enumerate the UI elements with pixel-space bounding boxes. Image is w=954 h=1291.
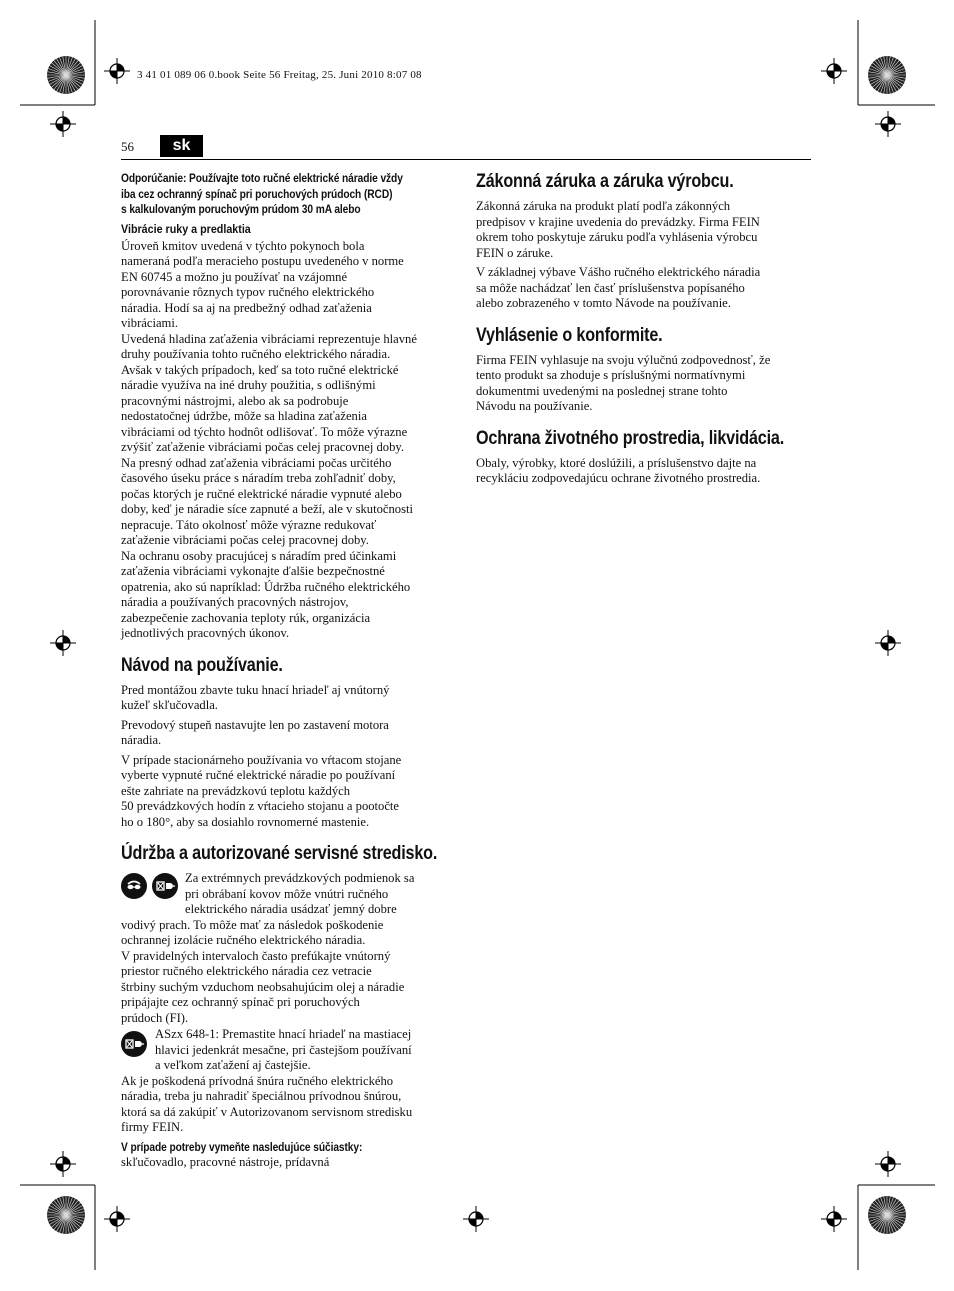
text-line: Avšak v takých prípadoch, keď sa toto ručné elektrické bbox=[121, 362, 399, 377]
text-line: Pred montážou zbavte tuku hnací hriadeľ aj vnútorný bbox=[121, 682, 390, 697]
eye-protection-icon bbox=[121, 873, 147, 899]
vibration-heading: Vibrácie ruky a predlaktia bbox=[121, 221, 251, 236]
text-line: nedostatočnej údržbe, môže sa hladina zaťaženia bbox=[121, 409, 367, 423]
text-line: doby, keď je náradie síce zapnuté a beží, ale v skutočnosti bbox=[121, 502, 413, 516]
text-line: Na ochranu osoby pracujúcej s náradím pred účinkami bbox=[121, 548, 397, 563]
page-number: 56 bbox=[121, 139, 134, 154]
text-line: V prípade stacionárneho používania vo vŕtacom stojane bbox=[121, 752, 402, 767]
text-line: nameraná podľa meracieho postupu uvedeného v norme bbox=[121, 254, 404, 268]
text-line: zvýšiť zaťaženie vibráciami počas celej pracovnej doby. bbox=[121, 440, 405, 454]
maintenance-icon-block bbox=[121, 871, 456, 918]
unplug-icon bbox=[121, 1031, 147, 1057]
text-line: porovnávanie rôznych typov ručného elektrického bbox=[121, 285, 375, 299]
text-line: firmy FEIN. bbox=[121, 1120, 184, 1134]
text-line: Odporúčanie: Používajte toto ručné elektrické náradie vždy bbox=[121, 172, 403, 185]
text-line: iba cez ochranný spínač pri poruchových prúdoch (RCD) bbox=[121, 187, 393, 201]
cord-text bbox=[121, 1074, 456, 1136]
text-line: druhy používania tohto ručného elektrického náradia. bbox=[121, 347, 391, 361]
text-line: ASzx 648-1: Premastite hnací hriadeľ na mastiacej bbox=[155, 1027, 412, 1041]
text-line: jednotlivých pracovných úkonov. bbox=[121, 626, 290, 640]
instructions-paragraph bbox=[121, 718, 456, 749]
text-line: hlavici jedenkrát mesačne, pri častejšom používaní bbox=[155, 1042, 412, 1057]
text-line: Uvedená hladina zaťaženia vibráciami reprezentuje hlavné bbox=[121, 331, 417, 346]
warranty-paragraph bbox=[476, 265, 816, 312]
text-line: V pravidelných intervaloch často prefúkajte vnútorný bbox=[121, 948, 391, 963]
right-column bbox=[476, 171, 816, 488]
maintenance-heading: Údržba a autorizované servisné stredisko. bbox=[121, 843, 438, 864]
text-line: Prevodový stupeň nastavujte len po zastavení motora bbox=[121, 717, 389, 732]
maintenance-text bbox=[121, 918, 456, 1027]
text-line: ktorá sa dá zakúpiť v Autorizovanom servisnom stredisku bbox=[121, 1104, 413, 1119]
text-line: vibráciami. bbox=[121, 316, 178, 330]
text-line: opatrenia, ako sú napríklad: Údržba ručného elektrického bbox=[121, 579, 411, 594]
color-star-mark bbox=[868, 56, 906, 94]
recommendation-note bbox=[121, 171, 454, 218]
text-line: vibráciami od týchto hodnôt odlišovať. To môže výrazne bbox=[121, 424, 408, 439]
vibration-text bbox=[121, 239, 456, 642]
text-line: sa môže nachádzať len časť príslušenstva popísaného bbox=[476, 280, 745, 295]
text-line: tento produkt sa zhoduje s príslušnými normatívnymi bbox=[476, 368, 746, 382]
text-line: recykláciu zodpovedajúcu ochrane životného prostredia. bbox=[476, 471, 761, 485]
warranty-heading: Zákonná záruka a záruka výrobcu. bbox=[476, 171, 734, 192]
text-line: prúdoch (FI). bbox=[121, 1010, 189, 1025]
text-line: predpisov v krajine uvedenia do prevádzky. Firma FEIN bbox=[476, 214, 760, 229]
text-line: Za extrémnych prevádzkových podmienok sa bbox=[185, 871, 415, 885]
text-line: náradia. bbox=[121, 733, 162, 747]
text-line: nepracuje. Táto okolnosť môže výrazne redukovať bbox=[121, 517, 377, 532]
maintenance-icon-text bbox=[185, 871, 414, 918]
text-line: Zákonná záruka na produkt platí podľa zákonných bbox=[476, 199, 731, 213]
text-line: náradia, treba ju nahradiť špeciálnou prívodnou šnúrou, bbox=[121, 1089, 402, 1103]
text-line: ešte zahriate na prevádzkovú teplotu každých bbox=[121, 783, 351, 798]
text-line: vodivý prach. To môže mať za následok poškodenie bbox=[121, 917, 384, 932]
parts-heading: V prípade potreby vymeňte nasledujúce súčiastky: bbox=[121, 1140, 363, 1154]
text-line: Úroveň kmitov uvedená v týchto pokynoch bola bbox=[121, 238, 365, 253]
text-line: Firma FEIN vyhlasuje na svoju výlučnú zodpovednosť, že bbox=[476, 352, 771, 367]
environment-heading: Ochrana životného prostredia, likvidácia. bbox=[476, 427, 785, 449]
text-line: 50 prevádzkových hodín z vŕtacieho stojanu a pootočte bbox=[121, 799, 400, 813]
header-rule bbox=[121, 159, 811, 160]
left-column bbox=[121, 171, 456, 1172]
color-star-mark bbox=[47, 1196, 85, 1234]
text-line: dokumentmi uvedenými na poslednej strane tohto bbox=[476, 383, 728, 398]
text-line: časového úseku práce s náradím treba zohľadniť doby, bbox=[121, 471, 396, 485]
text-line: vyberte vypnuté ručné elektrické náradie po používaní bbox=[121, 768, 396, 782]
text-line: FEIN o záruke. bbox=[476, 245, 554, 260]
text-line: kužeľ skľučovadla. bbox=[121, 698, 218, 712]
text-line: Návodu na používanie. bbox=[476, 399, 593, 413]
instructions-paragraph bbox=[121, 753, 456, 831]
maintenance-icons bbox=[121, 873, 178, 918]
text-line: náradia. Hodí sa aj na predbežný odhad zaťaženia bbox=[121, 300, 372, 315]
instructions-paragraph bbox=[121, 683, 456, 714]
text-line: Ak je poškodená prívodná šnúra ručného elektrického bbox=[121, 1073, 394, 1088]
text-line: štrbiny suchým vzduchom neobsahujúcim olej a náradie bbox=[121, 979, 405, 994]
text-line: V základnej výbave Vášho ručného elektrického náradia bbox=[476, 265, 761, 279]
text-line: ho o 180°, aby sa dosiahlo rovnomerné mastenie. bbox=[121, 814, 370, 829]
aszx-text bbox=[155, 1027, 412, 1074]
text-line: okrem toho poskytuje záruku podľa vyhlásenia výrobcu bbox=[476, 230, 758, 244]
conformity-heading: Vyhlásenie o konformite. bbox=[476, 324, 663, 346]
unplug-icon bbox=[152, 873, 178, 899]
file-slug: 3 41 01 089 06 0.book Seite 56 Freitag, 25. Juni 2010 8:07 08 bbox=[137, 69, 422, 81]
text-line: počas ktorých je ručné elektrické náradie vypnuté alebo bbox=[121, 486, 402, 501]
text-line: elektrického náradia usádzať jemný dobre bbox=[185, 902, 397, 916]
instructions-heading: Návod na používanie. bbox=[121, 654, 283, 676]
color-star-mark bbox=[868, 1196, 906, 1234]
text-line: pripájajte cez ochranný spínač pri poruchových bbox=[121, 995, 360, 1009]
environment-paragraph bbox=[476, 456, 816, 487]
text-line: priestor ručného elektrického náradia cez vetracie bbox=[121, 964, 372, 978]
text-line: s kalkulovaným poruchovým prúdom 30 mA alebo bbox=[121, 203, 361, 216]
text-line: EN 60745 a možno ju používať na vzájomné bbox=[121, 269, 348, 284]
text-line: pri obrábaní kovov môže vnútri ručného bbox=[185, 886, 389, 901]
text-line: Na presný odhad zaťaženia vibráciami počas určitého bbox=[121, 455, 392, 470]
text-line: náradia a používaných pracovných nástrojov, bbox=[121, 595, 349, 609]
text-line: zaťaženie vibráciami počas celej pracovnej doby. bbox=[121, 533, 369, 547]
text-line: alebo zobrazeného v tomto Návode na používanie. bbox=[476, 296, 731, 310]
text-line: pracovnými nástrojmi, alebo ak sa podrobuje bbox=[121, 393, 349, 408]
aszx-block bbox=[121, 1027, 456, 1074]
text-line: náradie využíva na iné druhy použitia, s odlišnými bbox=[121, 378, 376, 392]
parts-text: skľučovadlo, pracovné nástroje, prídavná bbox=[121, 1155, 330, 1169]
text-line: ochrannej izolácie ručného elektrického náradia. bbox=[121, 933, 366, 947]
color-star-mark bbox=[47, 56, 85, 94]
text-line: Obaly, výrobky, ktoré doslúžili, a príslušenstvo dajte na bbox=[476, 455, 757, 470]
text-line: zaťaženia vibráciami vykonajte ďalšie bezpečnostné bbox=[121, 564, 385, 578]
conformity-paragraph bbox=[476, 353, 816, 415]
text-line: zabezpečenie zachovania teploty rúk, organizácia bbox=[121, 610, 371, 625]
language-badge: sk bbox=[160, 135, 203, 157]
warranty-paragraph bbox=[476, 199, 816, 261]
text-line: a veľkom zaťažení aj častejšie. bbox=[155, 1058, 311, 1072]
